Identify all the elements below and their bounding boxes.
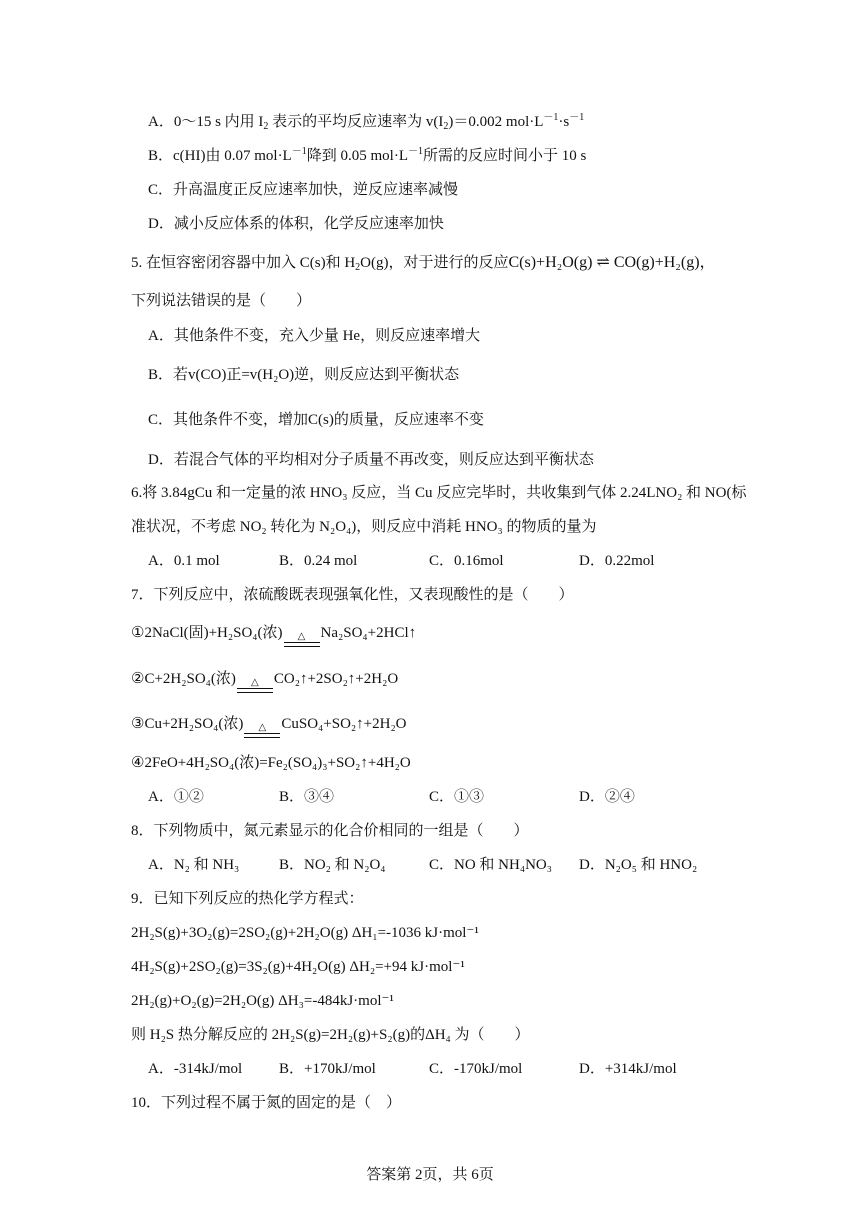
- q9-question: 则 H₂S 热分解反应的 2H₂S(g)=2H₂(g)+S₂(g)的ΔH₄ 为（ ）: [131, 1027, 530, 1043]
- q5-stem-line1: 5. 在恒容密闭容器中加入 C(s)和 $H_2O(g)$，对于进行的反应C(s)+H₂O(g) ⇌ CO(g)+H₂(g)，: [131, 254, 716, 273]
- q9-option-b: B．+170kJ/mol: [279, 1061, 376, 1077]
- q4-option-a: A．0～15 s 内用 $I_2$ 表示的平均反应速率为 $v(I_2)=0.002$ $mol\cdot L^{-1}\cdot s^{-1}$: [148, 112, 585, 132]
- q5-stem-line2: 下列说法错误的是（ ）: [131, 293, 312, 309]
- q5-option-a: A．其他条件不变，充入少量 He，则反应速率增大: [148, 328, 481, 344]
- q8-stem: 8．下列物质中，氮元素显示的化合价相同的一组是（ ）: [131, 823, 529, 839]
- q7-reaction-3: ③Cu+2H₂SO₄(浓) △ CuSO₄+SO₂↑+2H₂O: [131, 714, 407, 738]
- q7-option-d: D．②④: [579, 789, 635, 805]
- q4-option-c: C．升高温度正反应速率加快，逆反应速率减慢: [148, 182, 459, 198]
- q5-reaction-equation: C(s)+H₂O(g) ⇌ CO(g)+H₂(g)，: [508, 254, 716, 271]
- q6-option-c: C．0.16mol: [429, 553, 504, 569]
- q7-reaction-4: ④2FeO+4H₂SO₄(浓)=Fe₂(SO₄)₃+SO₂↑+4H₂O: [131, 755, 411, 771]
- q6-option-a: A．0.1 mol: [148, 553, 220, 569]
- q9-option-d: D．+314kJ/mol: [579, 1061, 677, 1077]
- heat-condition-arrow: △: [237, 678, 273, 693]
- q7-stem: 7．下列反应中，浓硫酸既表现强氧化性，又表现酸性的是（ ）: [131, 587, 574, 603]
- q4-option-b: B．c(HI)由 0.07 $mol\cdot L^{-1}$降到 0.05 $mol\cdot L^{-1}$所需的反应时间小于 10 s: [148, 146, 587, 164]
- q6-stem-line1: 6.将 3.84gCu 和一定量的浓 HNO₃ 反应，当 Cu 反应完毕时，共收集到气体 2.24LNO₂ 和 NO(标: [131, 485, 747, 501]
- q6-stem-line2: 准状况，不考虑 NO₂ 转化为 N₂O₄)，则反应中消耗 HNO₃ 的物质的量为: [131, 519, 597, 535]
- q8-option-c: C．NO 和 NH₄NO₃: [429, 857, 552, 873]
- q9-equation-1: 2H₂S(g)+3O₂(g)=2SO₂(g)+2H₂O(g) ΔH₁=-1036 kJ·mol⁻¹: [131, 925, 479, 941]
- page-footer: 答案第 2页，共 6页: [366, 1167, 494, 1183]
- q7-option-b: B．③④: [279, 789, 335, 805]
- q8-option-a: A．N₂ 和 NH₃: [148, 857, 240, 873]
- heat-condition-arrow: △: [244, 723, 280, 738]
- q6-option-d: D．0.22mol: [579, 553, 655, 569]
- q5-option-d: D．若混合气体的平均相对分子质量不再改变，则反应达到平衡状态: [148, 452, 594, 468]
- heat-condition-arrow: △: [284, 632, 320, 647]
- q10-stem: 10．下列过程不属于氮的固定的是（ ）: [131, 1095, 402, 1111]
- q5-option-b: B．若v(CO)正=v(H₂O)逆，则反应达到平衡状态: [148, 367, 460, 383]
- q9-equation-3: 2H₂(g)+O₂(g)=2H₂O(g) ΔH₃=-484kJ·mol⁻¹: [131, 993, 394, 1009]
- q9-equation-2: 4H₂S(g)+2SO₂(g)=3S₂(g)+4H₂O(g) ΔH₂=+94 kJ·mol⁻¹: [131, 959, 465, 975]
- q7-option-a: A．①②: [148, 789, 204, 805]
- q9-stem: 9．已知下列反应的热化学方程式：: [131, 891, 364, 907]
- q6-option-b: B．0.24 mol: [279, 553, 358, 569]
- q9-option-c: C．-170kJ/mol: [429, 1061, 523, 1077]
- q8-option-b: B．NO₂ 和 N₂O₄: [279, 857, 386, 873]
- q5-option-c: C．其他条件不变，增加C(s)的质量，反应速率不变: [148, 412, 484, 428]
- q7-option-c: C．①③: [429, 789, 485, 805]
- q9-option-a: A．-314kJ/mol: [148, 1061, 243, 1077]
- q7-reaction-1: ①2NaCl(固)+H₂SO₄(浓) △ Na₂SO₄+2HCl↑: [131, 623, 416, 647]
- q7-reaction-2: ②C+2H₂SO₄(浓) △ CO₂↑+2SO₂↑+2H₂O: [131, 669, 398, 693]
- q8-option-d: D．N₂O₅ 和 HNO₂: [579, 857, 698, 873]
- q4-option-d: D．减小反应体系的体积，化学反应速率加快: [148, 216, 444, 232]
